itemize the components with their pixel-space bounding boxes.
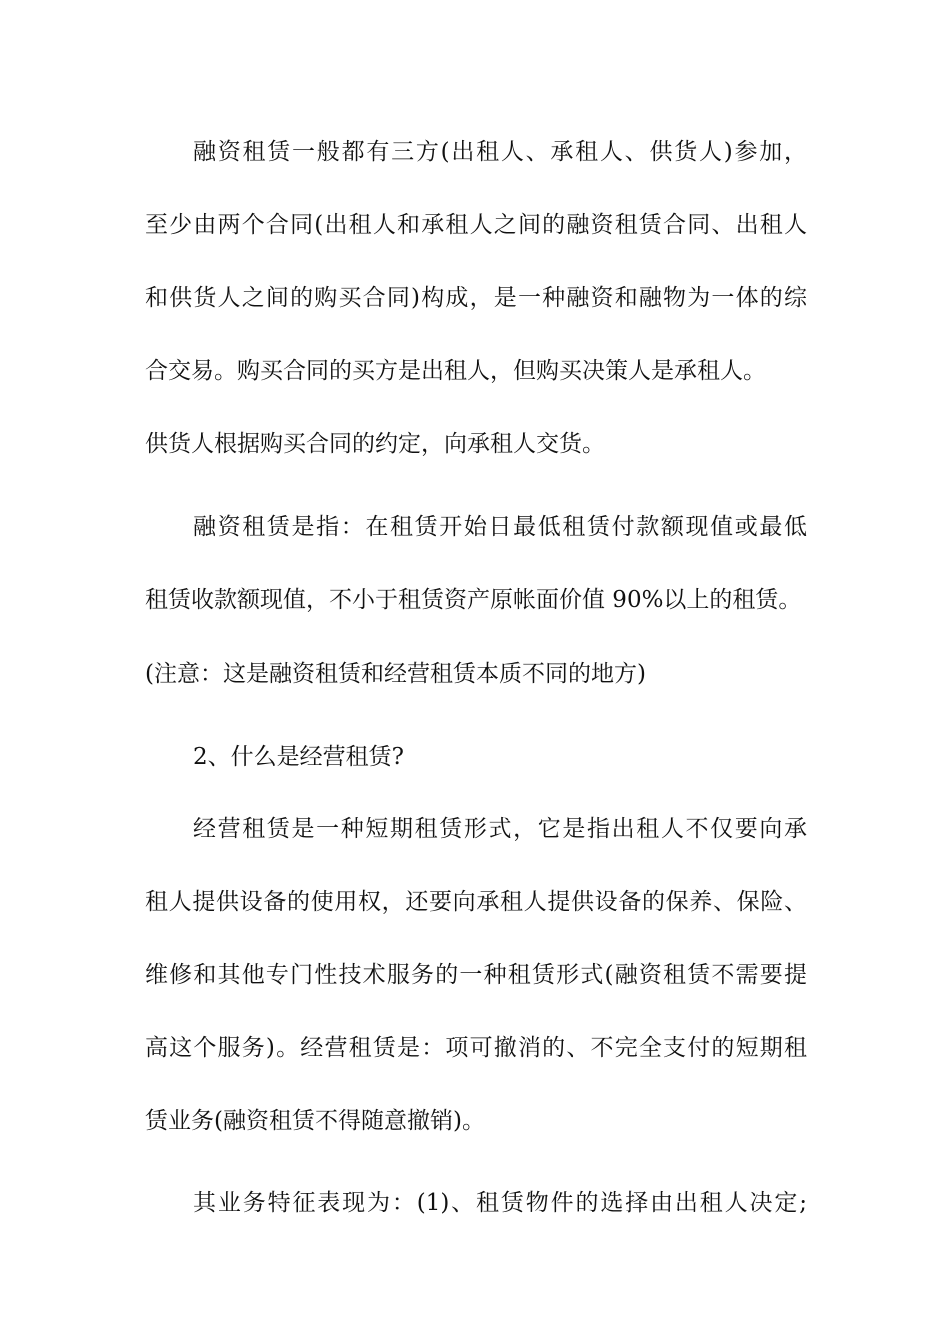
text-line: 其业务特征表现为：(1)、租赁物件的选择由出租人决定;	[193, 1190, 807, 1216]
text-line: 经营租赁是一种短期租赁形式，它是指出租人不仅要向承	[193, 816, 807, 842]
paragraph-line	[0, 1101, 950, 1141]
text-line: 高这个服务)。经营租赁是：项可撤消的、不完全支付的短期租	[145, 1035, 807, 1061]
paragraph-line	[0, 351, 950, 391]
paragraph-line	[0, 1028, 950, 1068]
text-line: 融资租赁一般都有三方(出租人、承租人、供货人)参加，	[193, 139, 807, 165]
text-line: (注意：这是融资租赁和经营租赁本质不同的地方)	[145, 661, 646, 687]
paragraph-line	[0, 654, 950, 694]
text-line: 供货人根据购买合同的约定，向承租人交货。	[145, 431, 605, 457]
paragraph-line	[0, 205, 950, 245]
section-heading	[0, 737, 950, 777]
text-line: 租赁收款额现值，不小于租赁资产原帐面价值 90%以上的租赁。	[145, 587, 802, 613]
text-line: 赁业务(融资租赁不得随意撤销)。	[145, 1108, 485, 1134]
paragraph-line	[0, 580, 950, 620]
paragraph-line	[0, 132, 950, 172]
text-line: 至少由两个合同(出租人和承租人之间的融资租赁合同、出租人	[145, 212, 807, 238]
text-line: 租人提供设备的使用权，还要向承租人提供设备的保养、保险、	[145, 889, 807, 915]
paragraph-line	[0, 278, 950, 318]
paragraph-line	[0, 1183, 950, 1223]
heading-text: 2、什么是经营租赁?	[193, 744, 404, 770]
paragraph-line	[0, 809, 950, 849]
text-line: 合交易。购买合同的买方是出租人，但购买决策人是承租人。	[145, 358, 766, 384]
paragraph-line	[0, 507, 950, 547]
text-line: 维修和其他专门性技术服务的一种租赁形式(融资租赁不需要提	[145, 962, 807, 988]
text-line: 和供货人之间的购买合同)构成，是一种融资和融物为一体的综	[145, 285, 807, 311]
paragraph-line	[0, 955, 950, 995]
text-line: 融资租赁是指：在租赁开始日最低租赁付款额现值或最低	[193, 514, 807, 540]
paragraph-line	[0, 424, 950, 464]
paragraph-line	[0, 882, 950, 922]
